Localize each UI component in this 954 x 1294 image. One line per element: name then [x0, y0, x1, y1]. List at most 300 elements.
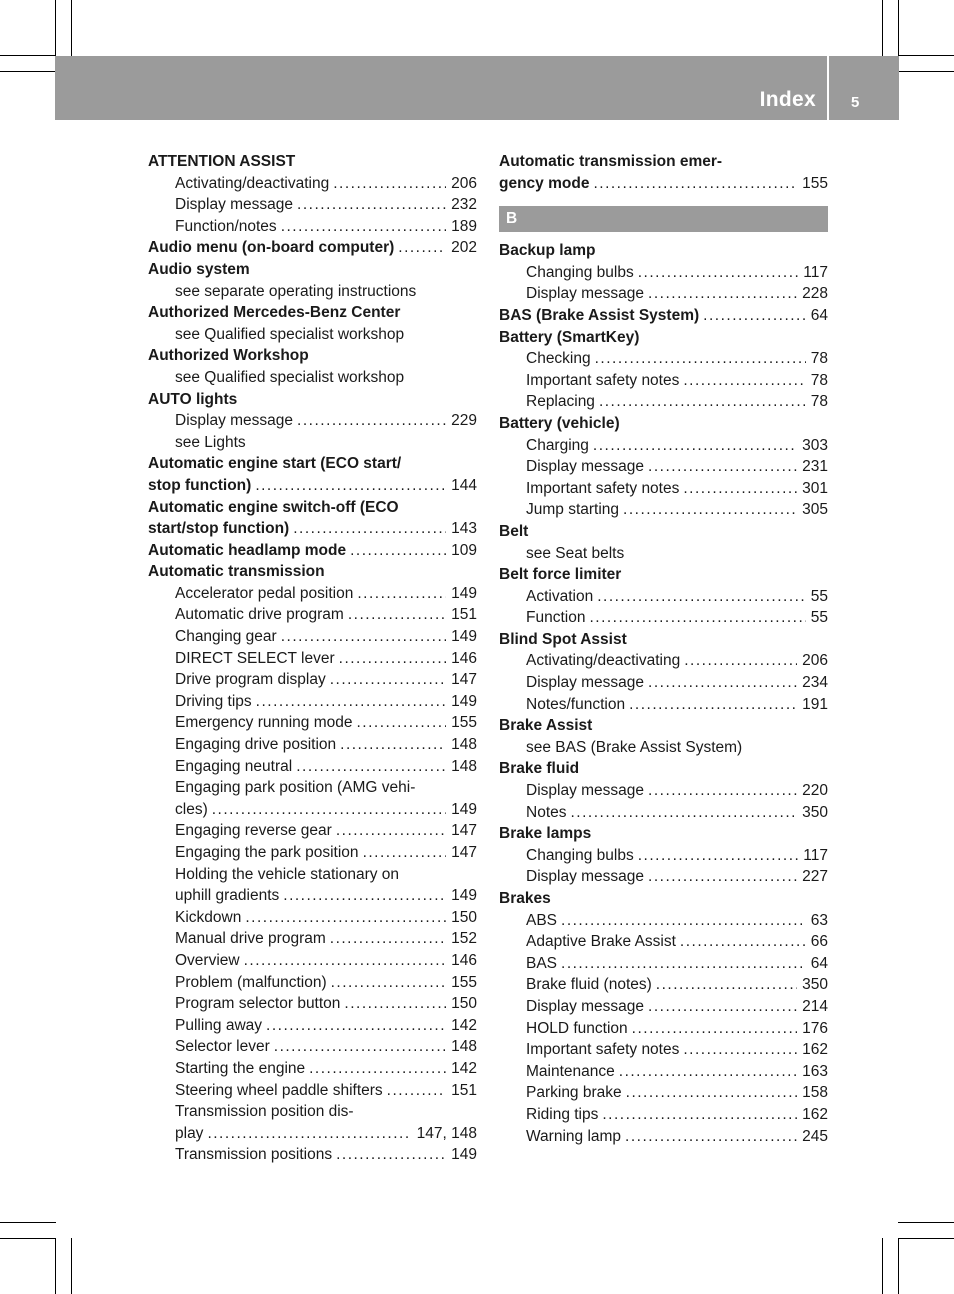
index-subentry[interactable] — [499, 1039, 828, 1061]
page-reference[interactable]: 245 — [802, 1127, 828, 1145]
entry-term: Display message — [526, 674, 645, 692]
index-subentry — [148, 432, 477, 454]
entry-term: Display message — [526, 458, 645, 476]
page-reference[interactable]: 227 — [802, 868, 828, 886]
page-reference[interactable]: 301 — [802, 479, 828, 497]
entry-term: Brake Assist — [499, 717, 593, 735]
entry-term: BAS — [526, 954, 558, 972]
entry-term: Backup lamp — [499, 242, 596, 260]
dot-leader — [683, 370, 805, 392]
entry-term: Display message — [526, 868, 645, 886]
dot-leader — [648, 996, 797, 1018]
page-reference[interactable]: 202 — [451, 239, 477, 257]
index-subentry[interactable] — [499, 499, 828, 521]
index-subentry[interactable] — [499, 370, 828, 392]
dot-leader — [274, 1036, 446, 1058]
entry-term: Notes — [526, 803, 567, 821]
entry-term: Transmission position dis- — [175, 1103, 354, 1121]
index-entry — [499, 413, 828, 435]
page-reference[interactable]: 206 — [802, 652, 828, 670]
index-entry[interactable] — [148, 475, 477, 497]
page-reference[interactable]: 162 — [802, 1105, 828, 1123]
index-subentry[interactable] — [148, 691, 477, 713]
header-divider — [827, 56, 829, 120]
crop-mark — [0, 1222, 56, 1223]
index-subentry[interactable] — [148, 993, 477, 1015]
index-entry — [148, 151, 477, 173]
index-entry — [499, 758, 828, 780]
page-reference[interactable]: 63 — [810, 911, 828, 929]
index-entry — [148, 389, 477, 411]
entry-term: Authorized Workshop — [148, 347, 309, 365]
page-reference[interactable]: 147 — [451, 671, 477, 689]
dot-leader — [703, 305, 806, 327]
index-subentry — [148, 281, 477, 303]
index-subentry[interactable] — [499, 953, 828, 975]
dot-leader — [599, 391, 806, 413]
index-subentry[interactable] — [148, 583, 477, 605]
entry-term: Brake fluid (notes) — [526, 976, 652, 994]
dot-leader — [255, 475, 446, 497]
dot-leader — [648, 780, 797, 802]
page-reference[interactable]: 78 — [810, 393, 828, 411]
dot-leader — [330, 928, 446, 950]
page-reference[interactable]: 151 — [451, 1081, 477, 1099]
index-entry — [499, 240, 828, 262]
index-entry[interactable] — [499, 173, 828, 195]
dot-leader — [629, 694, 797, 716]
index-subentry — [148, 777, 477, 799]
page-reference[interactable]: 149 — [451, 584, 477, 602]
page-reference[interactable]: 142 — [451, 1059, 477, 1077]
index-subentry[interactable] — [499, 650, 828, 672]
index-entry — [499, 823, 828, 845]
index-entry — [499, 715, 828, 737]
dot-leader — [331, 972, 447, 994]
index-entry[interactable] — [148, 540, 477, 562]
page-reference[interactable]: 147, 148 — [416, 1124, 477, 1142]
page-reference[interactable]: 303 — [802, 436, 828, 454]
page-reference[interactable]: 220 — [802, 782, 828, 800]
index-subentry[interactable] — [148, 972, 477, 994]
crop-mark — [898, 0, 899, 56]
index-entry[interactable] — [148, 237, 477, 259]
dot-leader — [597, 586, 806, 608]
page-reference[interactable]: 155 — [451, 973, 477, 991]
page-reference[interactable]: 162 — [802, 1041, 828, 1059]
index-entry — [148, 259, 477, 281]
dot-leader — [648, 672, 797, 694]
entry-term: uphill gradients — [175, 887, 280, 905]
index-subentry[interactable] — [148, 604, 477, 626]
crop-mark — [55, 1238, 56, 1294]
entry-term: ATTENTION ASSIST — [148, 153, 296, 170]
page-reference[interactable]: 109 — [451, 541, 477, 559]
index-entry — [148, 561, 477, 583]
page-reference[interactable]: 64 — [810, 306, 828, 324]
entry-term: play — [175, 1124, 204, 1142]
index-subentry[interactable] — [499, 586, 828, 608]
page-reference[interactable]: 228 — [802, 285, 828, 303]
index-subentry[interactable] — [499, 478, 828, 500]
index-subentry[interactable] — [148, 756, 477, 778]
entry-term: Display message — [175, 196, 294, 214]
dot-leader — [212, 799, 446, 821]
dot-leader — [350, 540, 446, 562]
page-reference[interactable]: 229 — [451, 412, 477, 430]
index-subentry[interactable] — [499, 348, 828, 370]
page-reference[interactable]: 206 — [451, 174, 477, 192]
index-entry — [499, 564, 828, 586]
index-subentry[interactable] — [499, 974, 828, 996]
index-subentry[interactable] — [148, 1015, 477, 1037]
entry-term: Checking — [526, 350, 591, 368]
dot-leader — [207, 1123, 411, 1145]
entry-term: Accelerator pedal position — [175, 584, 354, 602]
page-reference[interactable]: 66 — [810, 933, 828, 951]
crop-mark — [898, 1222, 954, 1223]
entry-term: Drive program display — [175, 671, 326, 689]
entry-term: Authorized Mercedes-Benz Center — [148, 304, 401, 322]
crop-mark — [898, 71, 954, 72]
dot-leader — [638, 262, 799, 284]
entry-term: Program selector button — [175, 995, 341, 1013]
page-reference[interactable]: 150 — [451, 995, 477, 1013]
page-reference[interactable]: 147 — [451, 822, 477, 840]
dot-leader — [683, 1039, 797, 1061]
dot-leader — [245, 907, 446, 929]
index-subentry[interactable] — [148, 648, 477, 670]
entry-term: cles) — [175, 800, 208, 818]
entry-term: see Qualified specialist workshop — [175, 325, 405, 343]
dot-leader — [357, 712, 447, 734]
page-reference[interactable]: 146 — [451, 951, 477, 969]
entry-term: Notes/function — [526, 695, 626, 713]
dot-leader — [623, 499, 797, 521]
entry-term: Automatic transmission — [148, 563, 325, 581]
index-subentry — [148, 367, 477, 389]
dot-leader — [398, 237, 446, 259]
crop-mark — [0, 71, 56, 72]
index-entry — [148, 453, 477, 475]
entry-term: Battery (SmartKey) — [499, 328, 640, 346]
page-reference[interactable]: 149 — [451, 800, 477, 818]
index-subentry[interactable] — [148, 885, 477, 907]
dot-leader — [602, 1104, 797, 1126]
page-reference[interactable]: 117 — [803, 846, 828, 864]
page-reference[interactable]: 146 — [451, 649, 477, 667]
page-reference[interactable]: 144 — [451, 476, 477, 494]
dot-leader — [357, 583, 446, 605]
index-subentry[interactable] — [499, 866, 828, 888]
entry-term: Steering wheel paddle shifters — [175, 1081, 383, 1099]
entry-term: Changing bulbs — [526, 263, 634, 281]
index-subentry[interactable] — [148, 712, 477, 734]
dot-leader — [619, 1061, 797, 1083]
index-subentry[interactable] — [499, 694, 828, 716]
page-reference[interactable]: 163 — [802, 1062, 828, 1080]
page-reference[interactable]: 350 — [802, 803, 828, 821]
page-reference[interactable]: 149 — [451, 692, 477, 710]
entry-term: Replacing — [526, 393, 595, 411]
dot-leader — [589, 607, 805, 629]
index-subentry[interactable] — [148, 1080, 477, 1102]
index-subentry[interactable] — [148, 216, 477, 238]
index-subentry[interactable] — [499, 1126, 828, 1148]
page-reference[interactable]: 148 — [451, 757, 477, 775]
dot-leader — [571, 802, 798, 824]
dot-leader — [561, 953, 806, 975]
page-reference[interactable]: 158 — [802, 1084, 828, 1102]
dot-leader — [683, 478, 797, 500]
page-reference[interactable]: 64 — [810, 954, 828, 972]
page-header — [55, 56, 899, 120]
entry-term: Engaging drive position — [175, 736, 337, 754]
page-reference[interactable]: 143 — [451, 520, 477, 538]
page-reference[interactable]: 155 — [451, 714, 477, 732]
index-subentry — [499, 543, 828, 565]
index-subentry[interactable] — [499, 931, 828, 953]
crop-mark — [0, 55, 56, 56]
crop-mark — [71, 1238, 72, 1294]
page-reference[interactable]: 150 — [451, 908, 477, 926]
entry-term: Adaptive Brake Assist — [526, 933, 676, 951]
dot-leader — [648, 283, 797, 305]
crop-mark — [898, 55, 954, 56]
entry-term: see BAS (Brake Assist System) — [526, 738, 743, 756]
entry-term: Automatic drive program — [175, 606, 344, 624]
index-entry[interactable] — [499, 305, 828, 327]
entry-term: see Seat belts — [526, 544, 625, 562]
index-subentry[interactable] — [148, 1123, 477, 1145]
page-reference[interactable]: 305 — [802, 501, 828, 519]
page-reference[interactable]: 151 — [451, 606, 477, 624]
page-reference[interactable]: 189 — [451, 217, 477, 235]
entry-term: Emergency running mode — [175, 714, 353, 732]
dot-leader — [348, 604, 446, 626]
index-subentry[interactable] — [499, 1018, 828, 1040]
index-subentry[interactable] — [499, 845, 828, 867]
dot-leader — [309, 1058, 446, 1080]
page-reference[interactable]: 78 — [810, 350, 828, 368]
page-reference[interactable]: 55 — [810, 609, 828, 627]
page-reference[interactable]: 234 — [802, 674, 828, 692]
entry-term: Starting the engine — [175, 1059, 306, 1077]
dot-leader — [648, 866, 797, 888]
entry-term: Audio menu (on-board computer) — [148, 239, 395, 257]
dot-leader — [336, 1144, 446, 1166]
entry-term: Activating/deactivating — [175, 174, 330, 192]
dot-leader — [297, 410, 446, 432]
index-entry — [148, 497, 477, 519]
dot-leader — [656, 974, 797, 996]
index-entry — [499, 888, 828, 910]
dot-leader — [648, 456, 797, 478]
page-reference[interactable]: 149 — [451, 628, 477, 646]
entry-term: Display message — [526, 997, 645, 1015]
page-reference[interactable]: 149 — [451, 1146, 477, 1164]
index-entry — [499, 327, 828, 349]
page-reference[interactable]: 191 — [802, 695, 828, 713]
entry-term: see Qualified specialist workshop — [175, 368, 405, 386]
entry-term: Activation — [526, 587, 594, 605]
entry-term: Problem (malfunction) — [175, 973, 327, 991]
entry-term: Display message — [175, 412, 294, 430]
index-subentry — [499, 737, 828, 759]
dot-leader — [293, 518, 446, 540]
entry-term: Pulling away — [175, 1016, 263, 1034]
index-subentry[interactable] — [148, 734, 477, 756]
entry-term: Overview — [175, 951, 240, 969]
page-reference[interactable]: 78 — [810, 371, 828, 389]
index-subentry[interactable] — [499, 802, 828, 824]
page-reference[interactable]: 55 — [810, 587, 828, 605]
entry-term: AUTO lights — [148, 390, 238, 408]
page-reference[interactable]: 147 — [451, 844, 477, 861]
page-reference[interactable]: 148 — [451, 736, 477, 754]
entry-term: DIRECT SELECT lever — [175, 649, 335, 667]
entry-term: BAS (Brake Assist System) — [499, 306, 700, 324]
page-reference[interactable]: 148 — [451, 1038, 477, 1056]
index-entry — [148, 345, 477, 367]
dot-leader — [281, 626, 446, 648]
index-column-left — [148, 151, 477, 1166]
page-reference[interactable]: 350 — [802, 976, 828, 994]
entry-term: Jump starting — [526, 501, 620, 519]
entry-term: Charging — [526, 436, 589, 454]
entry-term: Kickdown — [175, 908, 242, 926]
index-subentry[interactable] — [148, 410, 477, 432]
entry-term: start/stop function) — [148, 520, 290, 538]
dot-leader — [680, 931, 806, 953]
entry-term: Engaging the park position — [175, 844, 359, 861]
crop-mark — [55, 0, 56, 56]
index-subentry[interactable] — [499, 672, 828, 694]
index-entry — [499, 521, 828, 543]
entry-term: Automatic engine switch-off (ECO — [148, 498, 399, 516]
entry-term: Battery (vehicle) — [499, 414, 620, 432]
dot-leader — [595, 348, 806, 370]
index-subentry[interactable] — [148, 907, 477, 929]
crop-mark — [71, 0, 72, 56]
index-entry — [148, 302, 477, 324]
index-subentry[interactable] — [148, 820, 477, 842]
dot-leader — [333, 173, 446, 195]
entry-term: Automatic headlamp mode — [148, 541, 347, 559]
entry-term: Parking brake — [526, 1084, 622, 1102]
entry-term: Display message — [526, 782, 645, 800]
entry-term: HOLD function — [526, 1019, 628, 1037]
page-reference[interactable]: 117 — [803, 263, 828, 281]
entry-term: gency mode — [499, 174, 590, 192]
entry-term: see Lights — [175, 433, 246, 451]
entry-term: Engaging park position (AMG vehi- — [175, 779, 416, 797]
page-reference[interactable]: 176 — [802, 1019, 828, 1037]
page-reference[interactable]: 232 — [451, 196, 477, 214]
entry-term: Automatic engine start (ECO start/ — [148, 455, 402, 473]
dot-leader — [330, 669, 446, 691]
entry-term: Blind Spot Assist — [499, 630, 627, 648]
entry-term: Manual drive program — [175, 930, 326, 948]
index-subentry[interactable] — [499, 456, 828, 478]
index-subentry[interactable] — [499, 996, 828, 1018]
entry-term: Driving tips — [175, 692, 252, 710]
entry-term: Holding the vehicle stationary on — [175, 865, 400, 883]
index-subentry[interactable] — [148, 194, 477, 216]
entry-term: Changing gear — [175, 628, 277, 646]
entry-term: stop function) — [148, 476, 252, 494]
index-entry[interactable] — [148, 518, 477, 540]
dot-leader — [281, 216, 446, 238]
index-subentry[interactable] — [148, 842, 477, 864]
index-subentry[interactable] — [148, 626, 477, 648]
index-subentry[interactable] — [499, 910, 828, 932]
entry-term: Riding tips — [526, 1105, 599, 1123]
crop-mark — [898, 1238, 899, 1294]
index-subentry[interactable] — [499, 780, 828, 802]
dot-leader — [296, 756, 446, 778]
dot-leader — [256, 691, 446, 713]
dot-leader — [638, 845, 799, 867]
page-reference[interactable]: 214 — [802, 997, 828, 1015]
entry-term: Important safety notes — [526, 371, 680, 389]
index-subentry[interactable] — [499, 391, 828, 413]
index-subentry[interactable] — [148, 1058, 477, 1080]
index-subentry[interactable] — [499, 283, 828, 305]
dot-leader — [344, 993, 446, 1015]
index-subentry[interactable] — [148, 1036, 477, 1058]
index-subentry[interactable] — [499, 262, 828, 284]
entry-term: see separate operating instructions — [175, 282, 417, 300]
dot-leader — [244, 950, 447, 972]
entry-term: Display message — [526, 285, 645, 303]
dot-leader — [339, 648, 446, 670]
index-subentry[interactable] — [148, 173, 477, 195]
dot-leader — [626, 1082, 797, 1104]
index-subentry[interactable] — [148, 950, 477, 972]
dot-leader — [283, 885, 446, 907]
page-reference[interactable]: 155 — [802, 174, 828, 192]
entry-term: Activating/deactivating — [526, 652, 681, 670]
entry-term: Important safety notes — [526, 1041, 680, 1059]
entry-term: Audio system — [148, 260, 250, 278]
dot-leader — [266, 1015, 446, 1037]
dot-leader — [561, 910, 806, 932]
entry-term: Selector lever — [175, 1038, 270, 1056]
index-subentry[interactable] — [148, 669, 477, 691]
page-reference[interactable]: 149 — [451, 887, 477, 905]
index-subentry[interactable] — [499, 1082, 828, 1104]
entry-term: ABS — [526, 911, 558, 929]
index-subentry[interactable] — [148, 1144, 477, 1166]
page-reference[interactable]: 142 — [451, 1016, 477, 1034]
index-subentry[interactable] — [499, 1061, 828, 1083]
page-reference[interactable]: 152 — [451, 930, 477, 948]
index-subentry[interactable] — [148, 799, 477, 821]
dot-leader — [625, 1126, 797, 1148]
crop-mark — [882, 1238, 883, 1294]
index-subentry[interactable] — [499, 1104, 828, 1126]
page-reference[interactable]: 231 — [802, 458, 828, 476]
section-header: B — [499, 206, 828, 232]
entry-term: Engaging reverse gear — [175, 822, 332, 840]
dot-leader — [387, 1080, 446, 1102]
index-subentry[interactable] — [499, 607, 828, 629]
index-subentry[interactable] — [148, 928, 477, 950]
dot-leader — [297, 194, 446, 216]
index-subentry — [148, 1101, 477, 1123]
index-subentry[interactable] — [499, 435, 828, 457]
